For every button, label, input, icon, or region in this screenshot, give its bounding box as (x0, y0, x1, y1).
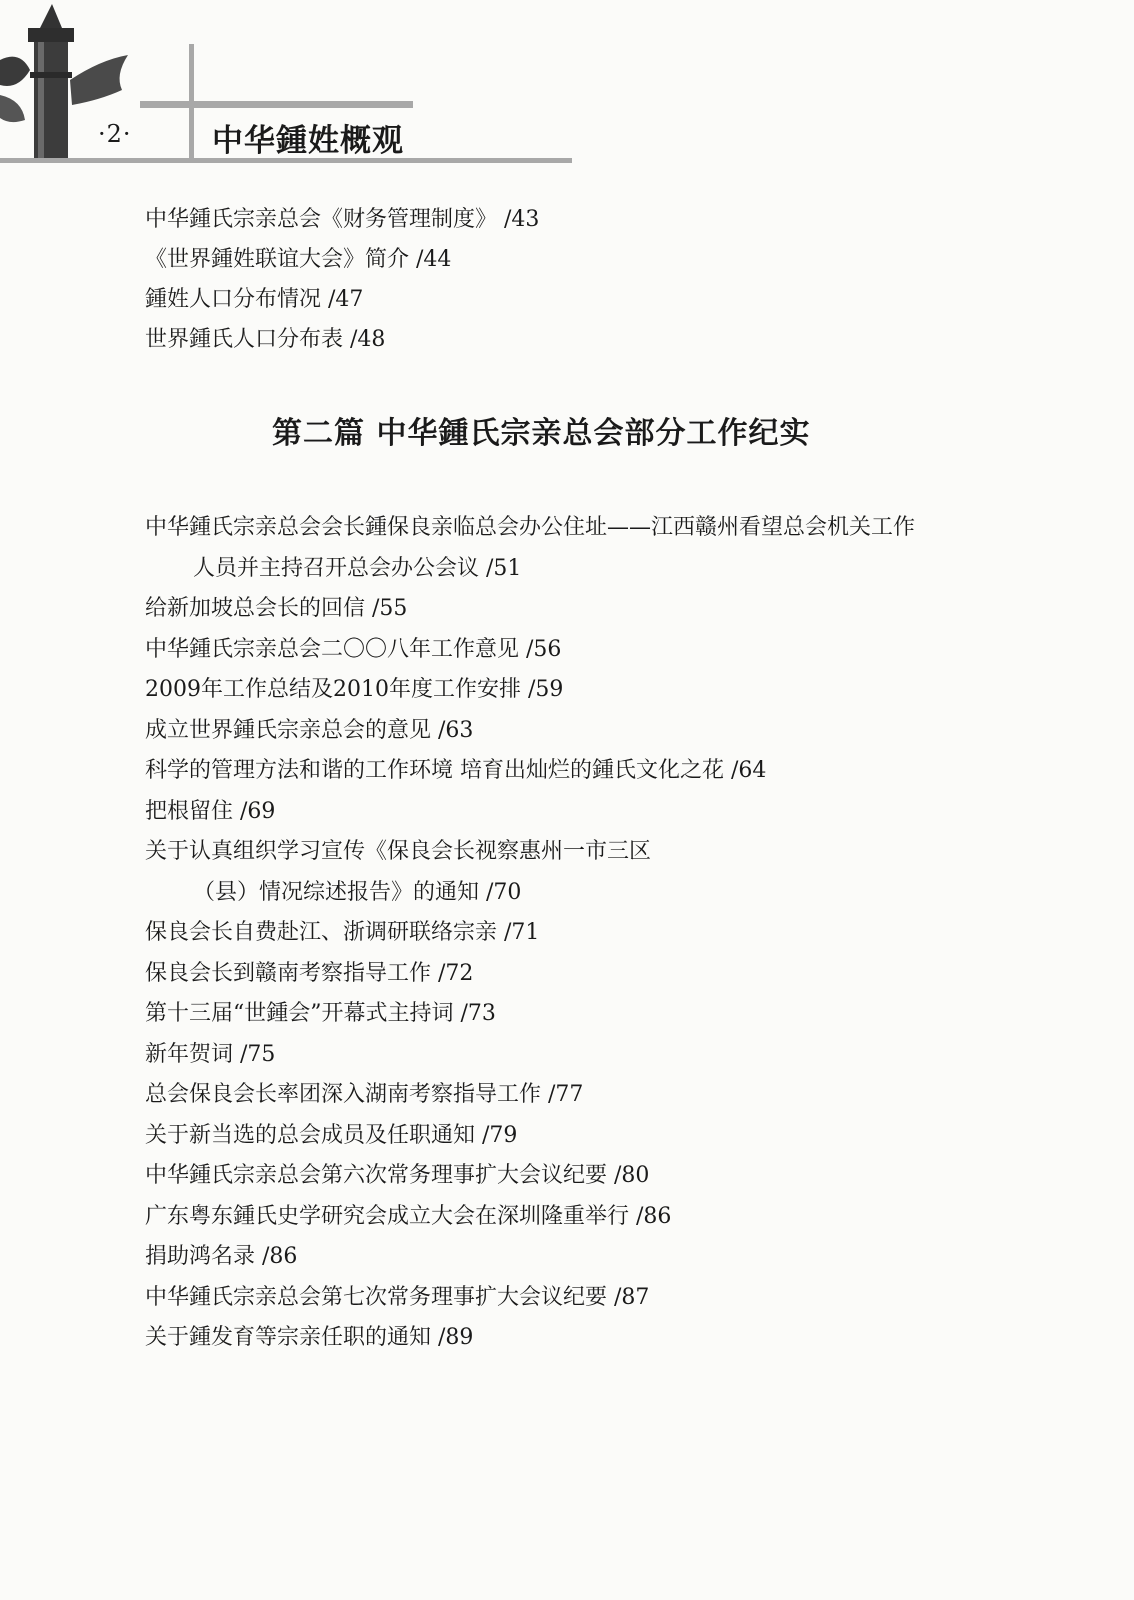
toc-list-part1 (145, 200, 1045, 360)
running-title: 中华鍾姓概观 (212, 123, 404, 159)
toc-item: 新年贺词 /75 (145, 1041, 276, 1067)
toc-item: 中华鍾氏宗亲总会第六次常务理事扩大会议纪要 /80 (145, 1163, 650, 1188)
toc-item: 把根留住 /69 (145, 798, 276, 824)
header-rule-vertical (189, 44, 194, 161)
toc-item: 总会保良会长率团深入湖南考察指导工作 /77 (145, 1082, 584, 1107)
toc-list-part2 (145, 508, 1045, 1359)
section-title: 第二篇 中华鍾氏宗亲总会部分工作纪实 (272, 416, 811, 451)
toc-item: 鍾姓人口分布情况 /47 (145, 287, 364, 312)
toc-item: 保良会长自费赴江、浙调研联络宗亲 /71 (145, 920, 540, 945)
header-rule-top (140, 101, 413, 108)
toc-item: 中华鍾氏宗亲总会二〇〇八年工作意见 /56 (145, 636, 562, 662)
toc-item: 第十三届“世鍾会”开幕式主持词 /73 (145, 1001, 496, 1026)
toc-item: 关于认真组织学习宣传《保良会长视察惠州一市三区 (145, 839, 652, 864)
toc-item: 捐助鸿名录 /86 (145, 1244, 298, 1269)
toc-item: 科学的管理方法和谐的工作环境 培育出灿烂的鍾氏文化之花 /64 (145, 758, 767, 783)
toc-item: 2009年工作总结及2010年度工作安排 /59 (145, 677, 564, 702)
toc-item: 广东粤东鍾氏史学研究会成立大会在深圳隆重举行 /86 (145, 1203, 672, 1229)
toc-item-continuation: （县）情况综述报告》的通知 /70 (193, 879, 522, 905)
toc-item: 保良会长到赣南考察指导工作 /72 (145, 960, 474, 986)
toc-item: 中华鍾氏宗亲总会第七次常务理事扩大会议纪要 /87 (145, 1284, 650, 1310)
page-number: ·2· (98, 120, 132, 148)
toc-item: 《世界鍾姓联谊大会》简介 /44 (145, 247, 452, 272)
toc-item: 世界鍾氏人口分布表 /48 (145, 327, 386, 352)
toc-item: 给新加坡总会长的回信 /55 (145, 596, 408, 621)
toc-item: 中华鍾氏宗亲总会《财务管理制度》 /43 (145, 207, 540, 232)
toc-item: 关于新当选的总会成员及任职通知 /79 (145, 1122, 518, 1148)
toc-item: 中华鍾氏宗亲总会会长鍾保良亲临总会办公住址——江西赣州看望总会机关工作 (145, 515, 916, 540)
toc-item: 成立世界鍾氏宗亲总会的意见 /63 (145, 717, 474, 743)
toc-item-continuation: 人员并主持召开总会办公会议 /51 (193, 555, 522, 581)
toc-item: 关于鍾发育等宗亲任职的通知 /89 (145, 1325, 474, 1350)
